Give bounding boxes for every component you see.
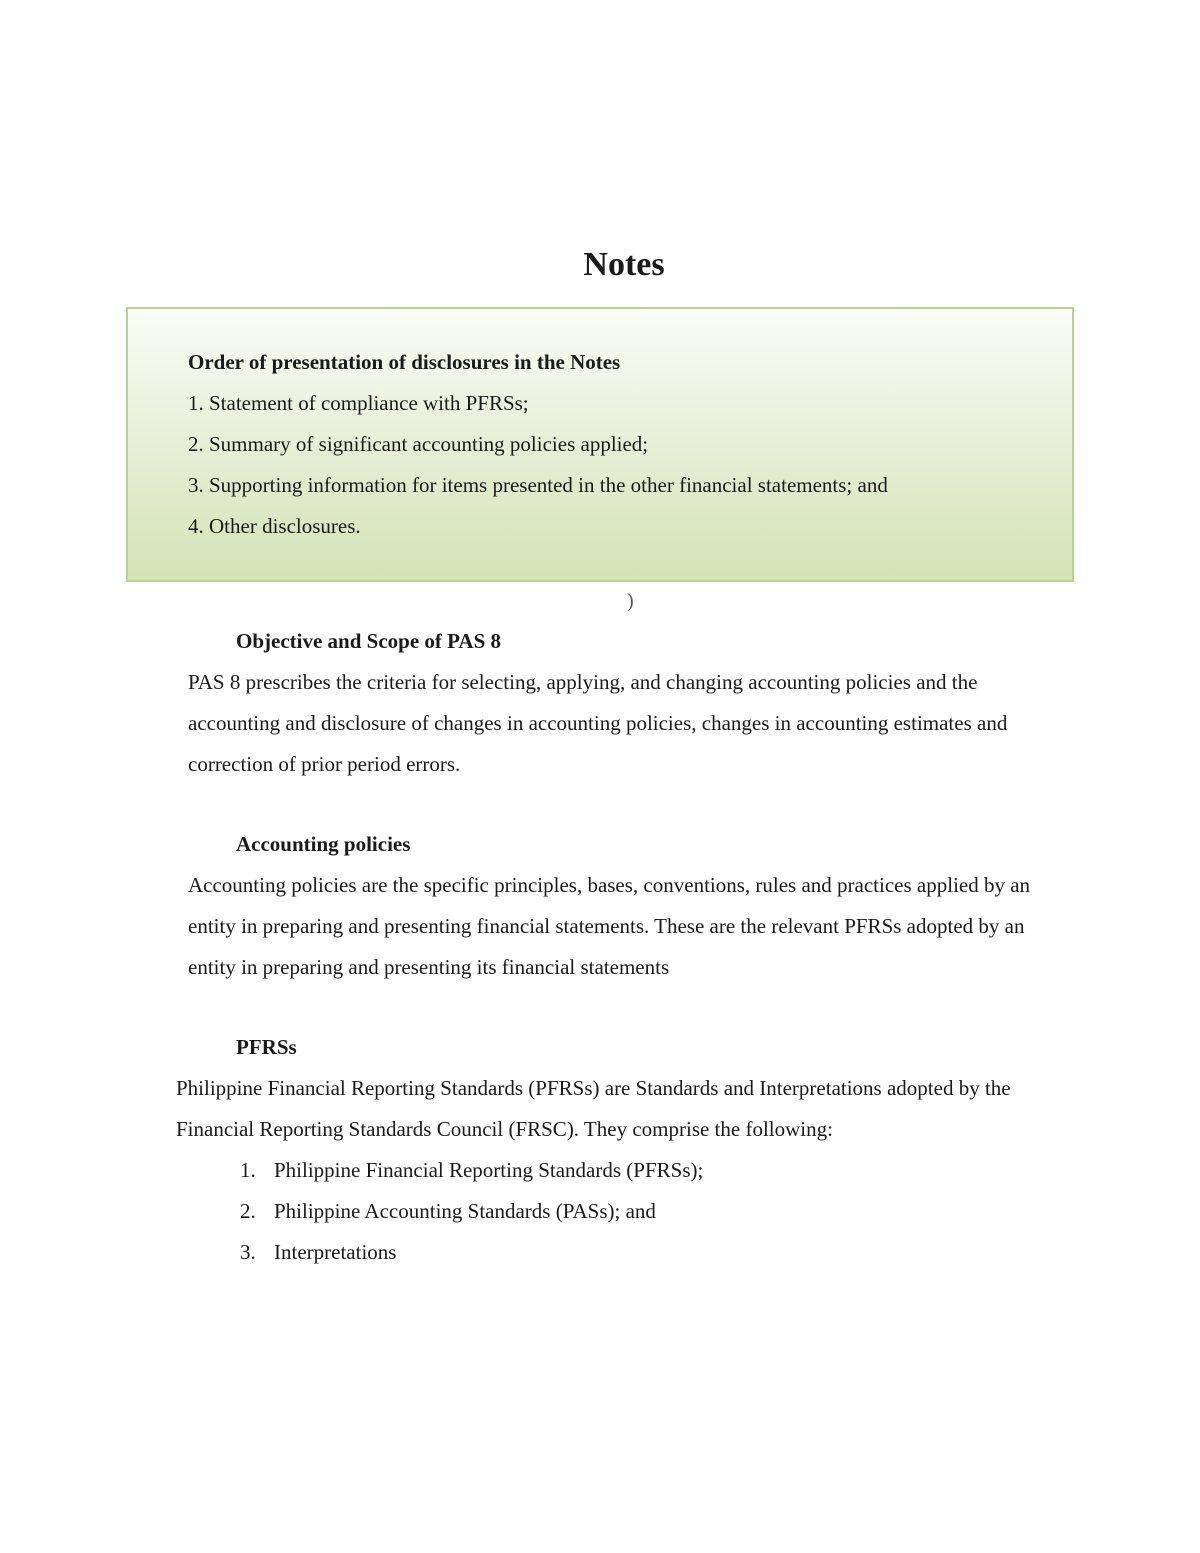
section-body: Philippine Financial Reporting Standards (PFRSs) are Standards and Interpretations adopted by the Financial Reporting Standards Council (FRSC). They comprise the following:: [176, 1076, 1011, 1141]
section-objective: [0, 621, 1200, 785]
section-pfrss: [0, 1027, 1200, 1273]
list-item-number: 3.: [240, 1240, 256, 1264]
section-accounting-policies: [0, 824, 1200, 988]
list-item: [0, 1232, 1200, 1273]
callout-list: [188, 383, 1052, 547]
list-item-number: 2.: [240, 1199, 256, 1223]
list-item-text: Philippine Accounting Standards (PASs); and: [274, 1199, 656, 1223]
disclosure-order-callout: [126, 307, 1074, 582]
callout-list-item: 3. Supporting information for items presented in the other financial statements; and: [188, 473, 888, 497]
page-title: Notes: [583, 245, 665, 283]
callout-heading: Order of presentation of disclosures in the Notes: [188, 350, 621, 374]
list-item-number: 1.: [240, 1158, 256, 1182]
list-item: [0, 1150, 1200, 1191]
callout-list-item: 1. Statement of compliance with PFRSs;: [188, 391, 529, 415]
section-body: Accounting policies are the specific principles, bases, conventions, rules and practices applied by an entity in preparing and presenting financial statements. These are the relevant PFRSs adopted by an entity in preparing and presenting its financial statements: [188, 873, 1031, 979]
stray-mark: ): [627, 590, 634, 612]
section-heading: Objective and Scope of PAS 8: [236, 629, 502, 653]
list-item-text: Interpretations: [274, 1240, 397, 1264]
callout-list-item: 4. Other disclosures.: [188, 514, 361, 538]
section-heading: PFRSs: [236, 1035, 297, 1059]
callout-list-item: 2. Summary of significant accounting policies applied;: [188, 432, 649, 456]
list-item-text: Philippine Financial Reporting Standards (PFRSs);: [274, 1158, 704, 1182]
callout-content: [188, 342, 1052, 547]
section-heading: Accounting policies: [236, 832, 411, 856]
pfrss-list: [0, 1150, 1200, 1273]
list-item: [0, 1191, 1200, 1232]
section-body: PAS 8 prescribes the criteria for selecting, applying, and changing accounting policies and the accounting and disclosure of changes in accounting policies, changes in accounting estimates and correction of prior period errors.: [188, 670, 1008, 776]
